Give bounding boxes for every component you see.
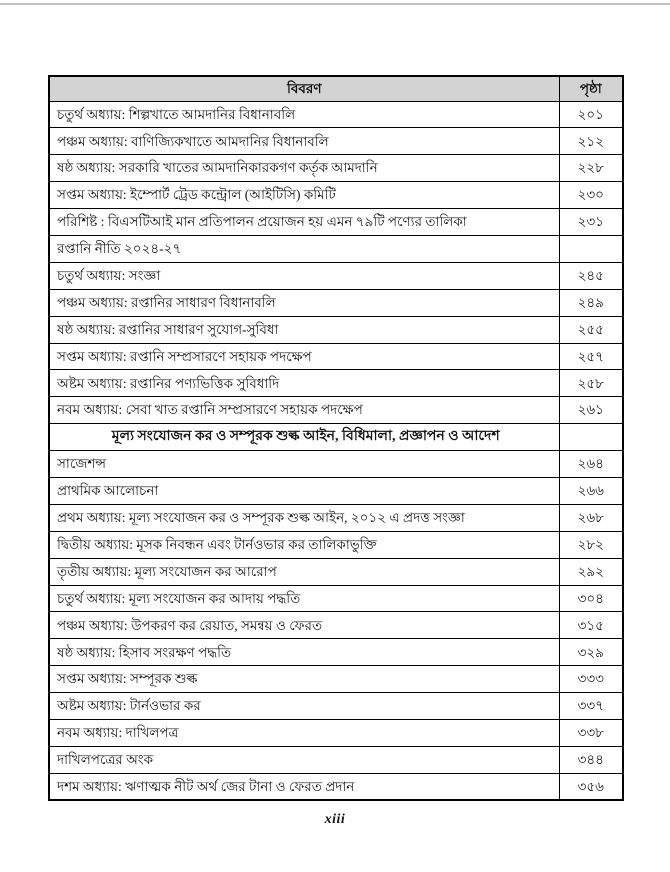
description-cell: পঞ্চম অধ্যায়: বাণিজ্যিকখাতে আমদানির বিধানাবলি: [49, 128, 559, 155]
table-row: [49, 773, 623, 800]
table-row: [49, 639, 623, 666]
description-cell: সপ্তম অধ্যায়: রপ্তানি সম্প্রসারণে সহায়ক পদক্ষেপ: [49, 343, 559, 370]
description-cell: নবম অধ্যায়: দাখিলপত্র: [49, 719, 559, 746]
page-number-cell: ২৫৫: [559, 316, 623, 343]
table-row: [49, 531, 623, 558]
page-number-cell: [559, 235, 623, 262]
scan-top-edge-line: [0, 3, 670, 5]
description-cell: চতুর্থ অধ্যায়: মূল্য সংযোজন কর আদায় পদ্ধতি: [49, 585, 559, 612]
page-number-cell: ৩১৫: [559, 612, 623, 639]
header-row: [49, 76, 623, 101]
table-row: [49, 612, 623, 639]
page-number-cell: ২৮২: [559, 531, 623, 558]
table-row: [49, 451, 623, 478]
toc-table-header: [49, 76, 623, 101]
description-cell: অষ্টম অধ্যায়: রপ্তানির পণ্যভিত্তিক সুবিধাদি: [49, 370, 559, 397]
footer-page-number: xiii: [324, 812, 346, 827]
description-cell: দ্বিতীয় অধ্যায়: মূসক নিবন্ধন এবং টার্নওভার কর তালিকাভুক্তি: [49, 531, 559, 558]
table-row: [49, 343, 623, 370]
table-row: [49, 585, 623, 612]
description-cell: চতুর্থ অধ্যায়: শিল্পখাতে আমদানির বিধানাবলি: [49, 101, 559, 128]
page-number-cell: ২৩১: [559, 209, 623, 236]
table-row: [49, 424, 623, 451]
page-number-cell: ২৬৮: [559, 504, 623, 531]
table-row: [49, 128, 623, 155]
description-cell: চতুর্থ অধ্যায়: সংজ্ঞা: [49, 262, 559, 289]
description-cell: ষষ্ঠ অধ্যায়: রপ্তানির সাধারণ সুযোগ-সুবিধা: [49, 316, 559, 343]
page-number-cell: ৩২৯: [559, 639, 623, 666]
page-number-cell: ২৬৬: [559, 477, 623, 504]
page-number-cell: ২৪৯: [559, 289, 623, 316]
description-cell: দাখিলপত্রের অংক: [49, 746, 559, 773]
description-cell: দশম অধ্যায়: ঋণাত্মক নীট অর্থ জের টানা ও ফেরত প্রদান: [49, 773, 559, 800]
table-row: [49, 719, 623, 746]
description-cell: পরিশিষ্ট : বিএসটিআই মান প্রতিপালন প্রয়োজন হয় এমন ৭৯টি পণ্যের তালিকা: [49, 209, 559, 236]
table-row: [49, 289, 623, 316]
description-cell: সপ্তম অধ্যায়: সম্পূরক শুল্ক: [49, 666, 559, 693]
table-of-contents: [48, 75, 624, 801]
description-cell: রপ্তানি নীতি ২০২৪-২৭: [49, 235, 559, 262]
page-number-cell: ২৯২: [559, 558, 623, 585]
page-column-header: পৃষ্ঠা: [559, 76, 623, 101]
description-cell: প্রাথমিক আলোচনা: [49, 477, 559, 504]
page-number-cell: [559, 424, 623, 451]
table-row: [49, 666, 623, 693]
toc-table-body: [49, 101, 623, 800]
page-number-cell: ৩০৪: [559, 585, 623, 612]
section-header-cell: মূল্য সংযোজন কর ও সম্পূরক শুল্ক আইন, বিধিমালা, প্রজ্ঞাপন ও আদেশ: [49, 424, 559, 451]
table-row: [49, 316, 623, 343]
page-number-cell: ২২৮: [559, 155, 623, 182]
table-row: [49, 182, 623, 209]
description-cell: ষষ্ঠ অধ্যায়: সরকারি খাতের আমদানিকারকগণ কর্তৃক আমদানি: [49, 155, 559, 182]
table-row: [49, 262, 623, 289]
page-number-cell: ২৬৪: [559, 451, 623, 478]
description-cell: নবম অধ্যায়: সেবা খাত রপ্তানি সম্প্রসারণে সহায়ক পদক্ষেপ: [49, 397, 559, 424]
page-number-cell: ২৪৫: [559, 262, 623, 289]
description-column-header: বিবরণ: [49, 76, 559, 101]
table-row: [49, 558, 623, 585]
page-number-cell: ২৬১: [559, 397, 623, 424]
description-cell: পঞ্চম অধ্যায়: রপ্তানির সাধারণ বিধানাবলি: [49, 289, 559, 316]
description-cell: সাজেশন্স: [49, 451, 559, 478]
page-number-cell: ৩৩৮: [559, 719, 623, 746]
description-cell: প্রথম অধ্যায়: মূল্য সংযোজন কর ও সম্পূরক শুল্ক আইন, ২০১২ এ প্রদত্ত সংজ্ঞা: [49, 504, 559, 531]
description-cell: সপ্তম অধ্যায়: ইম্পোর্ট ট্রেড কন্ট্রোল (আইটিসি) কমিটি: [49, 182, 559, 209]
page-number-cell: ৩৩৭: [559, 693, 623, 720]
description-cell: অষ্টম অধ্যায়: টার্নওভার কর: [49, 693, 559, 720]
page-number-cell: ৩৫৬: [559, 773, 623, 800]
description-cell: ষষ্ঠ অধ্যায়: হিসাব সংরক্ষণ পদ্ধতি: [49, 639, 559, 666]
table-row: [49, 209, 623, 236]
page-number-cell: ২১২: [559, 128, 623, 155]
page-number-cell: ৩৪৪: [559, 746, 623, 773]
table-row: [49, 746, 623, 773]
table-row: [49, 155, 623, 182]
page-number-cell: ৩৩৩: [559, 666, 623, 693]
page-number-cell: ২৫৭: [559, 343, 623, 370]
description-cell: পঞ্চম অধ্যায়: উপকরণ কর রেয়াত, সমন্বয় ও ফেরত: [49, 612, 559, 639]
page-number-cell: ২০১: [559, 101, 623, 128]
table-row: [49, 693, 623, 720]
page-number-cell: ২৩০: [559, 182, 623, 209]
table-row: [49, 504, 623, 531]
table-row: [49, 101, 623, 128]
table-row: [49, 477, 623, 504]
table-row: [49, 370, 623, 397]
page-number-cell: ২৫৮: [559, 370, 623, 397]
table-row: [49, 397, 623, 424]
table-row: [49, 235, 623, 262]
description-cell: তৃতীয় অধ্যায়: মূল্য সংযোজন কর আরোপ: [49, 558, 559, 585]
